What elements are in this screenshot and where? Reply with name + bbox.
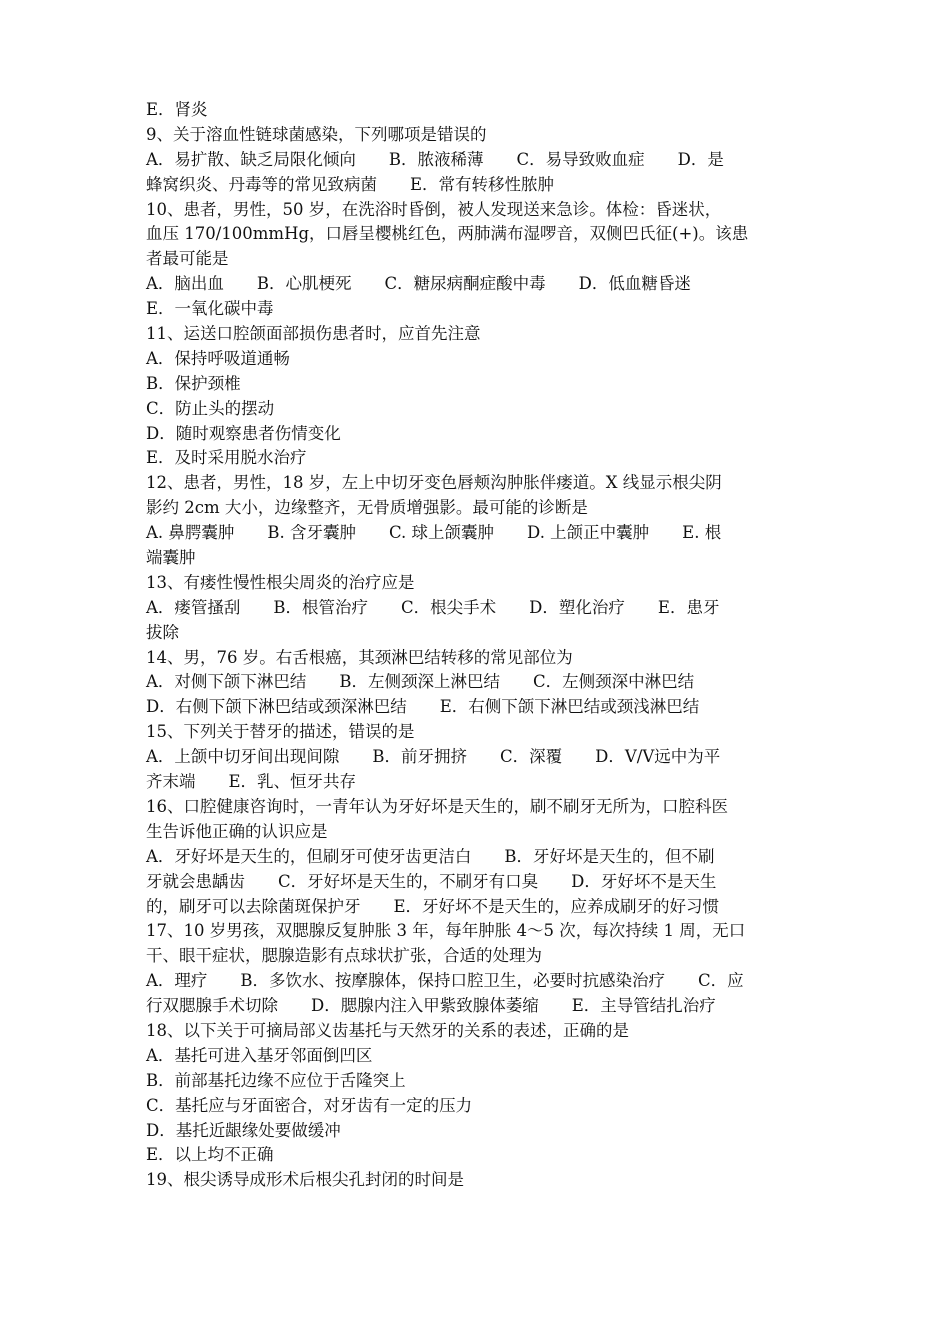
text-line: 者最可能是 xyxy=(146,249,229,269)
text-line: 9、关于溶血性链球菌感染，下列哪项是错误的 xyxy=(146,124,487,144)
text-line: A．基托可进入基牙邻面倒凹区 xyxy=(146,1045,373,1065)
text-line: 端囊肿 xyxy=(146,548,196,568)
text-line: 影约 2cm 大小，边缘整齐，无骨质增强影。最可能的诊断是 xyxy=(146,498,588,518)
text-line: 齐末端 E．乳、恒牙共存 xyxy=(146,772,357,792)
text-line: 的，刷牙可以去除菌斑保护牙 E．牙好坏不是天生的，应养成刷牙的好习惯 xyxy=(146,896,720,916)
text-line: 18、以下关于可摘局部义齿基托与天然牙的关系的表述，正确的是 xyxy=(146,1020,629,1040)
text-line: 行双腮腺手术切除 D．腮腺内注入甲紫致腺体萎缩 E．主导管结扎治疗 xyxy=(146,996,716,1016)
text-line: A．上颌中切牙间出现间隙 B．前牙拥挤 C．深覆 D．Ⅴ/Ⅴ远中为平 xyxy=(146,747,721,767)
text-line: E．一氧化碳中毒 xyxy=(146,299,274,319)
text-line: E．及时采用脱水治疗 xyxy=(146,448,307,468)
text-line: B．前部基托边缘不应位于舌隆突上 xyxy=(146,1070,406,1090)
text-line: A．易扩散、缺乏局限化倾向 B．脓液稀薄 C．易导致败血症 D．是 xyxy=(146,149,724,169)
text-line: C．基托应与牙面密合，对牙齿有一定的压力 xyxy=(146,1095,473,1115)
text-line: 牙就会患龋齿 C．牙好坏是天生的，不刷牙有口臭 D．牙好坏不是天生 xyxy=(146,871,717,891)
text-line: 血压 170/100mmHg，口唇呈樱桃红色，两肺满布湿啰音，双侧巴氏征(+)。该患 xyxy=(146,224,749,244)
text-line: 17、10 岁男孩，双腮腺反复肿胀 3 年，每年肿胀 4～5 次，每次持续 1 周，无口 xyxy=(146,921,746,941)
text-line: 11、运送口腔颌面部损伤患者时，应首先注意 xyxy=(146,324,481,344)
text-line: A．牙好坏是天生的，但刷牙可使牙齿更洁白 B．牙好坏是天生的，但不刷 xyxy=(146,846,715,866)
text-line: 13、有瘘性慢性根尖周炎的治疗应是 xyxy=(146,572,415,592)
text-line: 14、男，76 岁。右舌根癌，其颈淋巴结转移的常见部位为 xyxy=(146,647,573,667)
text-line: 干、眼干症状，腮腺造影有点球状扩张，合适的处理为 xyxy=(146,946,542,966)
text-line: A．保持呼吸道通畅 xyxy=(146,348,290,368)
text-line: E．肾炎 xyxy=(146,100,208,119)
text-line: D．基托近龈缘处要做缓冲 xyxy=(146,1120,341,1140)
text-line: E．以上均不正确 xyxy=(146,1145,274,1165)
text-line: 19、根尖诱导成形术后根尖孔封闭的时间是 xyxy=(146,1170,464,1190)
document-body xyxy=(146,98,810,1193)
text-line: D．右侧下颌下淋巴结或颈深淋巴结 E．右侧下颌下淋巴结或颈浅淋巴结 xyxy=(146,697,700,717)
text-line: A．脑出血 B．心肌梗死 C．糖尿病酮症酸中毒 D．低血糖昏迷 xyxy=(146,274,691,294)
text-line: 10、患者，男性，50 岁，在洗浴时昏倒，被人发现送来急诊。体检：昏迷状， xyxy=(146,199,722,219)
text-line: 15、下列关于替牙的描述，错误的是 xyxy=(146,722,415,742)
text-line: 12、患者，男性，18 岁，左上中切牙变色唇颊沟肿胀伴瘘道。X 线显示根尖阴 xyxy=(146,473,722,493)
text-line: A．对侧下颌下淋巴结 B．左侧颈深上淋巴结 C．左侧颈深中淋巴结 xyxy=(146,672,695,692)
text-line: 蜂窝织炎、丹毒等的常见致病菌 E．常有转移性脓肿 xyxy=(146,174,555,194)
text-line: D．随时观察患者伤情变化 xyxy=(146,423,341,443)
text-line: 拔除 xyxy=(146,622,179,642)
text-line: 生告诉他正确的认识应是 xyxy=(146,821,328,841)
text-line: C．防止头的摆动 xyxy=(146,398,275,418)
text-line: 16、口腔健康咨询时，一青年认为牙好坏是天生的，刷不刷牙无所为，口腔科医 xyxy=(146,796,728,816)
text-line: A．瘘管搔刮 B．根管治疗 C．根尖手术 D．塑化治疗 E．患牙 xyxy=(146,597,720,617)
text-line: A. 鼻腭囊肿 B. 含牙囊肿 C. 球上颌囊肿 D. 上颌正中囊肿 E. 根 xyxy=(146,523,722,543)
text-line: B．保护颈椎 xyxy=(146,373,241,393)
text-line: A．理疗 B．多饮水、按摩腺体，保持口腔卫生，必要时抗感染治疗 C．应 xyxy=(146,971,744,991)
